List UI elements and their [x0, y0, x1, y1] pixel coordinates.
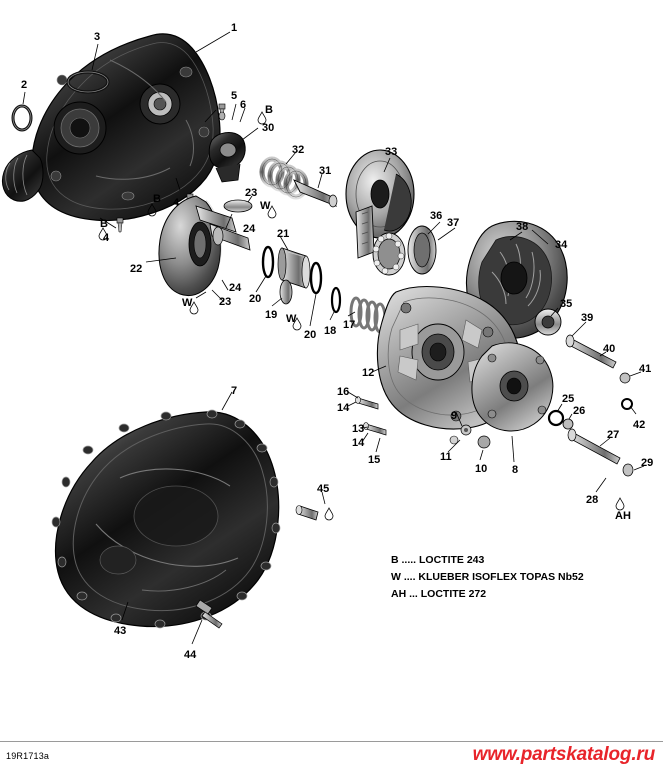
- callout-14-a: 14: [337, 402, 350, 414]
- callout-43: 43: [114, 625, 127, 637]
- callout-1: 1: [231, 22, 238, 34]
- callout-14-b: 14: [352, 437, 365, 449]
- site-watermark: www.partskatalog.ru: [472, 744, 655, 765]
- callout-22: 22: [130, 263, 143, 275]
- callout-35: 35: [560, 298, 573, 310]
- callout-42: 42: [633, 419, 646, 431]
- callout-17: 17: [343, 319, 356, 331]
- callout-21: 21: [277, 228, 290, 240]
- callout-4-b: 4: [103, 232, 110, 244]
- callout-11: 11: [440, 451, 452, 463]
- callout-32: 32: [292, 144, 305, 156]
- callout-w-3: W: [182, 297, 193, 309]
- callout-34: 34: [555, 239, 568, 251]
- part-39-40-41-42-bolt: [566, 322, 641, 414]
- callout-27: 27: [607, 429, 620, 441]
- diagram-part-code: 19R1713a: [6, 751, 50, 761]
- callout-44: 44: [184, 649, 197, 661]
- callout-7: 7: [231, 385, 238, 397]
- callout-23-b: 23: [219, 296, 232, 308]
- callout-w-1: W: [260, 200, 271, 212]
- callout-23-a: 23: [245, 187, 258, 199]
- legend-loctite-272: AH ... LOCTITE 272: [391, 588, 487, 600]
- callout-15: 15: [368, 454, 381, 466]
- footer-divider: [0, 741, 663, 742]
- callout-19: 19: [265, 309, 278, 321]
- callout-9: 9: [451, 410, 458, 422]
- callout-13: 13: [352, 423, 365, 435]
- callout-18: 18: [324, 325, 337, 337]
- callout-36: 36: [430, 210, 443, 222]
- callout-33: 33: [385, 146, 398, 158]
- callout-2: 2: [21, 79, 28, 91]
- part-19-spacer: [272, 280, 292, 306]
- part-45-dowel-pin: [296, 492, 333, 520]
- callout-38: 38: [516, 221, 529, 233]
- callout-29: 29: [641, 457, 654, 469]
- legend-loctite-243: B ..... LOCTITE 243: [391, 554, 485, 566]
- callout-4-a: 4: [173, 197, 180, 209]
- part-27-28-29-bolt: [568, 429, 644, 510]
- callout-16: 16: [337, 386, 350, 398]
- callout-30: 30: [262, 122, 275, 134]
- callout-10: 10: [475, 463, 488, 475]
- callout-6: 6: [240, 99, 247, 111]
- part-2-oring-small: [13, 92, 31, 130]
- callout-24-a: 24: [243, 223, 256, 235]
- callout-ah: AH: [615, 510, 631, 522]
- callout-37: 37: [447, 217, 460, 229]
- callout-20-b: 20: [304, 329, 317, 341]
- callout-41: 41: [639, 363, 652, 375]
- callout-24-b: 24: [229, 282, 242, 294]
- callout-w-2: W: [286, 313, 297, 325]
- callout-3: 3: [94, 31, 101, 43]
- callout-39: 39: [581, 312, 594, 324]
- callout-b-2: B: [153, 193, 161, 205]
- part-7-43-lower-cover: [52, 392, 280, 628]
- callout-25: 25: [562, 393, 575, 405]
- part-1-cvt-cover: [2, 32, 230, 221]
- legend-klueber-isoflex: W .... KLUEBER ISOFLEX TOPAS Nb52: [391, 571, 584, 583]
- callout-12: 12: [362, 367, 375, 379]
- part-25-26-washers: [549, 404, 573, 429]
- callout-28: 28: [586, 494, 599, 506]
- part-21-bushing: [278, 236, 310, 288]
- callout-20-a: 20: [249, 293, 262, 305]
- part-18-washer: [330, 288, 340, 320]
- callout-b-3: B: [100, 218, 108, 230]
- callout-40: 40: [603, 343, 616, 355]
- callout-45: 45: [317, 483, 330, 495]
- callout-31: 31: [319, 165, 332, 177]
- callout-b-1: B: [265, 104, 273, 116]
- callout-5: 5: [231, 90, 238, 102]
- callout-8: 8: [512, 464, 519, 476]
- callout-26: 26: [573, 405, 586, 417]
